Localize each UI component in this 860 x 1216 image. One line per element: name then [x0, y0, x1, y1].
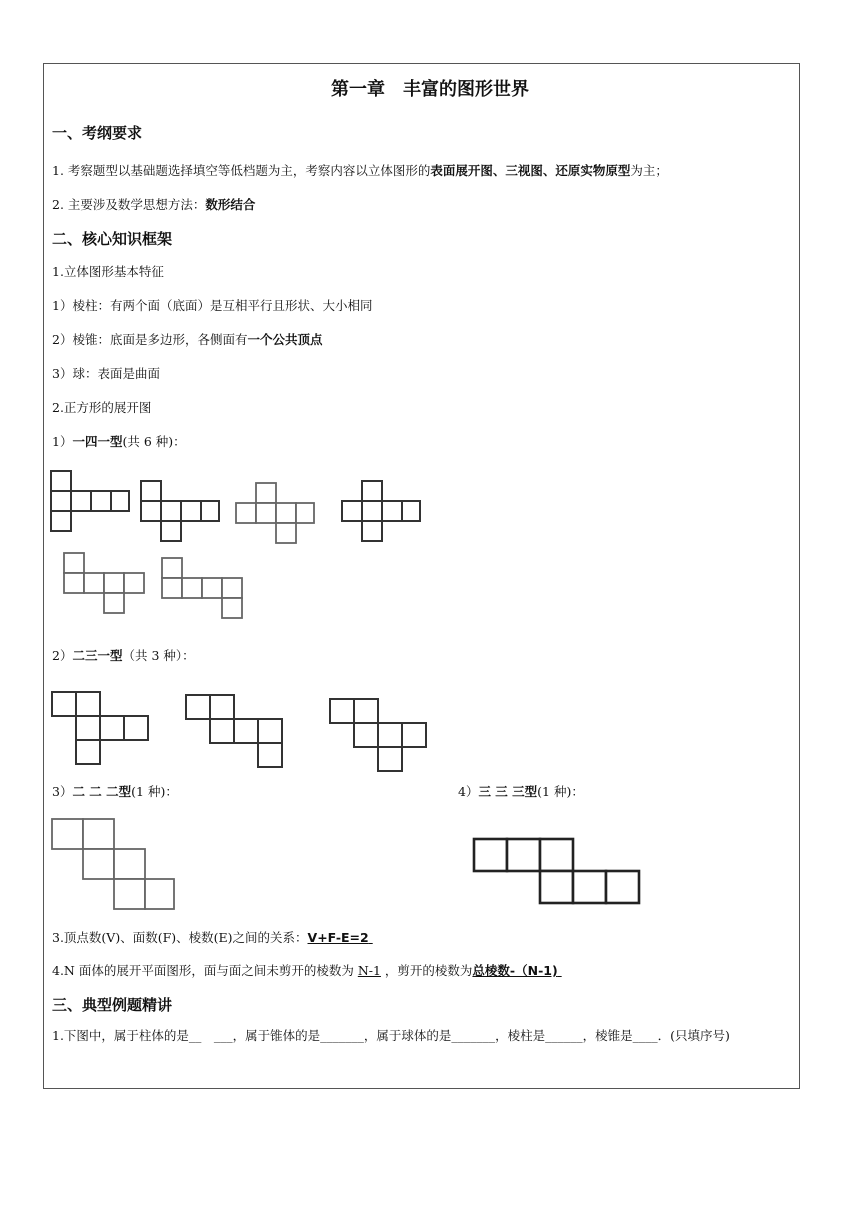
- cube-net-222: [50, 817, 178, 913]
- text: 1）: [52, 434, 73, 449]
- exam-requirement-2: [52, 197, 255, 213]
- cube-net-231-c: [328, 697, 430, 775]
- text: 3.顶点数(V)、面数(F)、棱数(E)之间的关系：: [52, 930, 308, 945]
- text: 1. 考察题型以基础题选择填空等低档题为主，考察内容以立体图形的: [52, 163, 431, 178]
- type-222-label: [52, 784, 178, 800]
- cube-net-141-c: [235, 482, 317, 546]
- text: ，剪开的棱数为: [380, 963, 473, 978]
- euler-formula-line: [52, 930, 373, 946]
- text: 为主；: [630, 163, 668, 178]
- net-edges-line: [52, 963, 562, 979]
- text: (共 6 种)：: [122, 434, 186, 449]
- page-title: 第一章 丰富的图形世界: [331, 79, 529, 100]
- text: 3）: [52, 784, 73, 799]
- bold-text: 一四一型: [72, 434, 123, 449]
- bold-text: 一个公共顶点: [247, 332, 323, 347]
- type-141-label: [52, 434, 186, 450]
- cube-net-231-a: [50, 690, 152, 768]
- text: 2. 主要涉及数学思想方法：: [52, 197, 206, 212]
- sphere-definition: 3）球：表面是曲面: [52, 366, 160, 381]
- bold-text: 三 三 三型: [478, 784, 538, 799]
- cube-nets-heading: 2.正方形的展开图: [52, 400, 152, 415]
- section-heading-examples: 三、典型例题精讲: [52, 996, 173, 1014]
- cube-net-141-b: [140, 480, 222, 544]
- uncut-edges-answer: N-1: [357, 963, 381, 978]
- bold-text: 数形结合: [205, 197, 256, 212]
- type-231-label: [52, 648, 195, 664]
- cube-net-33: [472, 837, 642, 907]
- cube-net-231-b: [184, 693, 286, 771]
- cut-edges-answer: 总棱数-（N-1): [472, 963, 558, 978]
- text: (1 种)：: [131, 784, 178, 799]
- solid-features-heading: 1.立体图形基本特征: [52, 264, 164, 279]
- cube-net-141-a: [50, 470, 132, 534]
- text: 2）: [52, 648, 73, 663]
- bold-text: 表面展开图、三视图、还原实物原型: [430, 163, 631, 178]
- text: 2）棱锥：底面是多边形，各侧面有: [52, 332, 248, 347]
- text: 4）: [458, 784, 479, 799]
- example-question-1: 1.下图中，属于柱体的是__ ___，属于锥体的是_______，属于球体的是_______，棱柱是______，棱锥是____．(只填序号): [52, 1028, 730, 1043]
- cube-net-141-d: [341, 480, 423, 544]
- text: (1 种)：: [537, 784, 584, 799]
- cube-net-141-f: [161, 557, 245, 621]
- cube-net-141-e: [63, 552, 147, 616]
- pyramid-definition: [52, 332, 322, 348]
- bold-text: 二三一型: [72, 648, 123, 663]
- bold-text: 二 二 二型: [72, 784, 132, 799]
- section-heading-exam-requirements: 一、考纲要求: [52, 124, 143, 142]
- exam-requirement-1: [52, 163, 668, 179]
- prism-definition: 1）棱柱：有两个面（底面）是互相平行且形状、大小相同: [52, 298, 373, 313]
- text: （共 3 种）：: [122, 648, 195, 663]
- type-33-label: [458, 784, 584, 800]
- text: 4.N 面体的展开平面图形，面与面之间未剪开的棱数为: [52, 963, 358, 978]
- section-heading-core-knowledge: 二、核心知识框架: [52, 230, 173, 248]
- euler-formula: V+F-E=2: [307, 930, 369, 945]
